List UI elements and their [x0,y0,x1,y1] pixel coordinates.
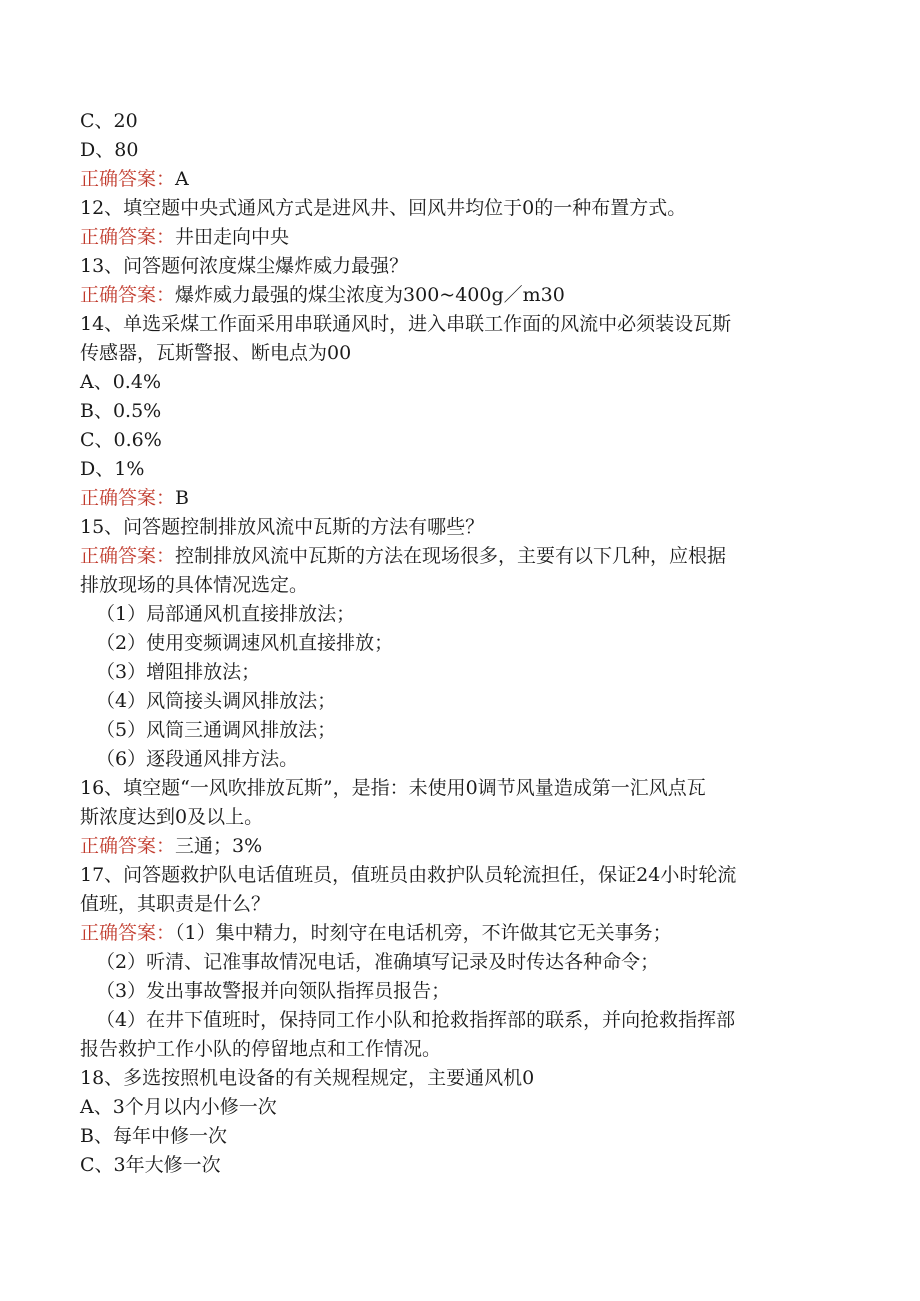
answer-line [80,223,840,252]
answer-label: 正确答案： [80,168,176,190]
answer-value: B [175,487,189,509]
option-a: A、3个月以内小修一次 [80,1096,277,1118]
answer-line [80,165,840,194]
answer-item: （2）使用变频调速风机直接排放； [96,632,394,654]
answer-item: （5）风筒三通调风排放法； [96,719,337,741]
answer-label: 正确答案： [80,284,176,306]
option-b: B、0.5% [80,400,162,422]
answer-cont: 报告救护工作小队的停留地点和工作情况。 [80,1038,442,1060]
option-b: B、每年中修一次 [80,1125,227,1147]
answer-item: （1）局部通风机直接排放法； [96,603,356,625]
option-d: D、80 [80,139,139,161]
answer-value: A [175,168,189,190]
answer-line [80,919,840,948]
option-c: C、20 [80,110,138,132]
answer-value: 控制排放风流中瓦斯的方法在现场很多，主要有以下几种，应根据 [175,545,727,567]
question-13: 13、问答题何浓度煤尘爆炸威力最强？ [80,255,409,277]
document-page [80,107,840,1180]
answer-item: （3）增阻排放法； [96,661,261,683]
answer-value: 三通；3% [175,835,263,857]
question-17-cont: 值班，其职责是什么？ [80,893,271,915]
answer-line [80,484,840,513]
answer-label: 正确答案： [80,835,176,857]
answer-label: 正确答案： [80,545,176,567]
question-12: 12、填空题中央式通风方式是进风井、回风井均位于0的一种布置方式。 [80,197,687,219]
answer-item: （3）发出事故警报并向领队指挥员报告； [96,980,451,1002]
question-14: 14、单选采煤工作面采用串联通风时，进入串联工作面的风流中必须装设瓦斯 [80,313,732,335]
answer-label: 正确答案： [80,922,176,944]
question-17: 17、问答题救护队电话值班员，值班员由救护队员轮流担任，保证24小时轮流 [80,864,737,886]
question-14-cont: 传感器，瓦斯警报、断电点为00 [80,342,352,364]
question-16: 16、填空题“一风吹排放瓦斯”，是指：未使用0调节风量造成第一汇风点瓦 [80,777,706,799]
answer-value: 爆炸威力最强的煤尘浓度为300~400g／m30 [175,284,565,306]
answer-cont: 排放现场的具体情况选定。 [80,574,309,596]
answer-label: 正确答案： [80,226,176,248]
answer-item: （2）听清、记准事故情况电话，准确填写记录及时传达各种命令； [96,951,660,973]
option-c: C、3年大修一次 [80,1154,221,1176]
answer-label: 正确答案： [80,487,176,509]
answer-item: （4）风筒接头调风排放法； [96,690,337,712]
answer-item: （4）在井下值班时，保持同工作小队和抢救指挥部的联系，并向抢救指挥部 [96,1009,736,1031]
answer-item: （6）逐段通风排方法。 [96,748,299,770]
answer-value: （1）集中精力，时刻守在电话机旁，不许做其它无关事务； [175,922,672,944]
question-16-cont: 斯浓度达到0及以上。 [80,806,264,828]
answer-value: 井田走向中央 [175,226,290,248]
option-c: C、0.6% [80,429,162,451]
question-18: 18、多选按照机电设备的有关规程规定，主要通风机0 [80,1067,535,1089]
question-15: 15、问答题控制排放风流中瓦斯的方法有哪些？ [80,516,485,538]
answer-line [80,542,840,571]
option-d: D、1% [80,458,145,480]
answer-line [80,281,840,310]
answer-line [80,832,840,861]
option-a: A、0.4% [80,371,161,393]
